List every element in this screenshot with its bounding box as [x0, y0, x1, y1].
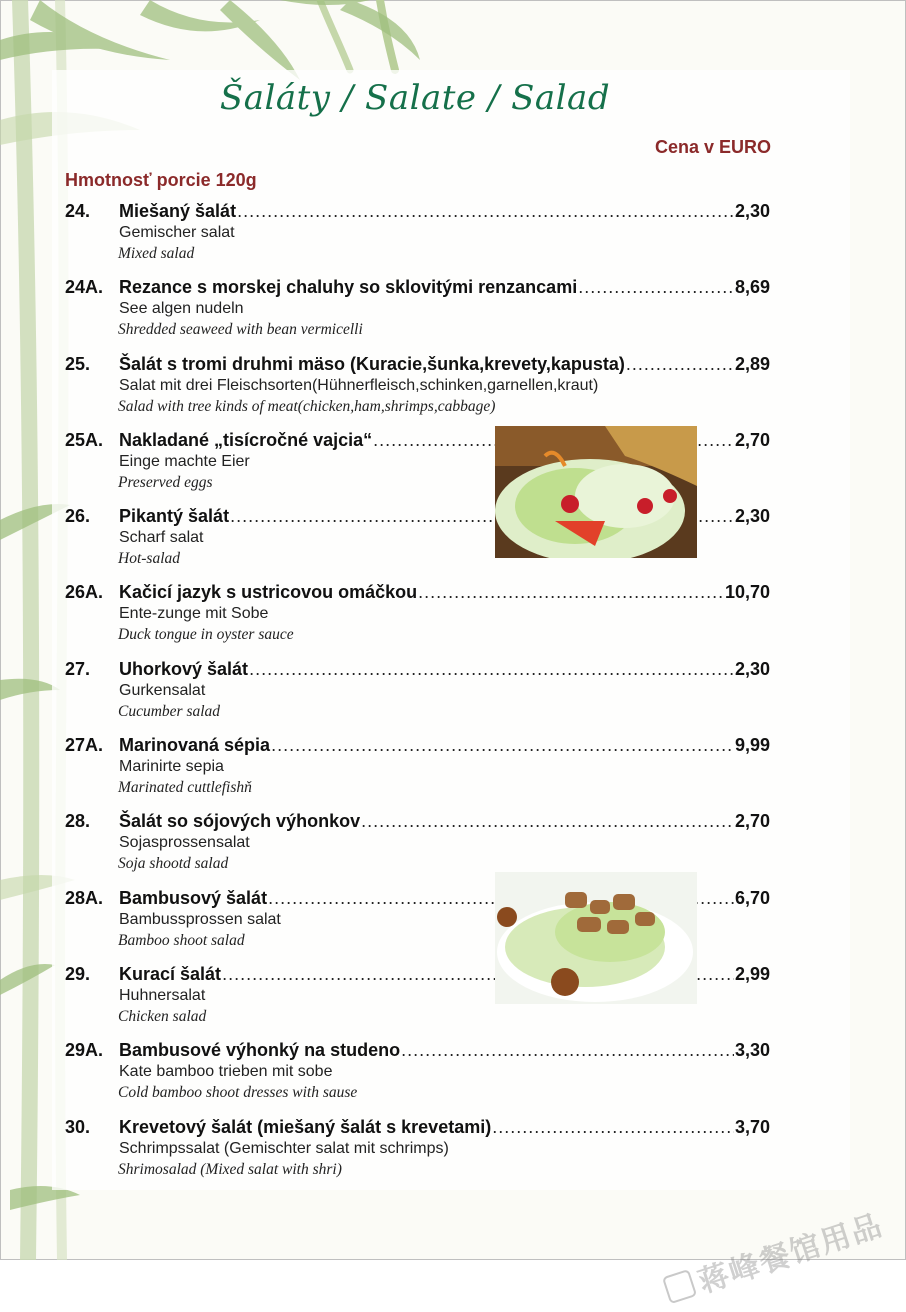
item-name-english: Shredded seaweed with bean vermicelli	[118, 321, 363, 339]
menu-item	[65, 1117, 770, 1193]
item-name: Šalát s tromi druhmi mäso (Kuracie,šunka,krevety,kapusta)	[119, 353, 625, 374]
item-name-english: Soja shootd salad	[118, 855, 229, 873]
item-price: 2,30	[734, 658, 770, 679]
item-name: Pikantý šalát	[119, 506, 230, 527]
menu-item	[65, 735, 770, 811]
menu-item	[65, 277, 770, 353]
item-name-german: Scharf salat	[119, 529, 204, 547]
item-number: 25.	[65, 353, 91, 374]
dot-leader	[418, 582, 724, 603]
item-name-english: Bamboo shoot salad	[118, 931, 245, 949]
watermark-text: 蒋峰餐馆用品	[694, 1208, 888, 1300]
item-name: Uhorkový šalát	[119, 658, 249, 679]
item-name-english: Shrimosalad (Mixed salat with shri)	[118, 1160, 342, 1178]
menu-item	[65, 582, 770, 658]
item-name-english: Cold bamboo shoot dresses with sause	[118, 1084, 358, 1102]
item-number: 28.	[65, 811, 91, 832]
item-name: Rezance s morskej chaluhy so sklovitými renzancami	[119, 277, 578, 298]
item-name: Miešaný šalát	[119, 201, 237, 221]
item-name-german: Marinirte sepia	[119, 758, 224, 776]
currency-label: Cena v EURO	[654, 137, 771, 157]
item-price: 2,30	[734, 506, 770, 527]
dot-leader	[401, 1040, 734, 1061]
item-number: 27A.	[65, 735, 104, 756]
item-price: 2,70	[734, 429, 770, 450]
item-number: 29.	[65, 963, 91, 984]
item-number: 25A.	[65, 429, 104, 450]
dot-leader	[249, 659, 734, 680]
item-price: 2,99	[734, 963, 770, 984]
menu-item	[65, 659, 770, 735]
menu-items-list	[65, 201, 770, 1193]
page-title: Šaláty / Salate / Salad	[219, 78, 611, 118]
item-name: Kačicí jazyk s ustricovou omáčkou	[119, 582, 418, 603]
item-number: 30.	[65, 1116, 91, 1137]
item-name: Marinovaná sépia	[119, 735, 271, 756]
item-name: Šalát so sójových výhonkov	[119, 811, 361, 832]
item-name-german: Gurkensalat	[119, 681, 206, 699]
item-name-english: Salad with tree kinds of meat(chicken,ham,shrimps,cabbage)	[118, 397, 496, 415]
item-name: Bambusové výhonký na studeno	[119, 1040, 401, 1061]
item-number: 26A.	[65, 582, 104, 603]
item-name-english: Mixed salad	[118, 245, 195, 262]
item-name-english: Duck tongue in oyster sauce	[118, 626, 294, 644]
item-name-german: Salat mit drei Fleischsorten(Hühnerfleisch,schinken,garnellen,kraut)	[119, 376, 599, 394]
item-name-english: Cucumber salad	[118, 702, 221, 720]
item-price: 3,30	[734, 1040, 770, 1061]
dot-leader	[626, 354, 734, 375]
item-name: Bambusový šalát	[119, 887, 268, 908]
item-price: 2,70	[734, 811, 770, 832]
item-name-german: Gemischer salat	[119, 224, 235, 241]
portion-label: Hmotnosť porcie 120g	[65, 170, 257, 190]
item-number: 29A.	[65, 1040, 104, 1061]
dot-leader	[271, 735, 734, 756]
item-price: 10,70	[724, 582, 770, 603]
item-price: 2,30	[734, 201, 770, 221]
chicken-salad-photo	[495, 872, 697, 1004]
item-name: Nakladané „tisícročné vajcia“	[119, 429, 373, 450]
item-price: 2,89	[734, 353, 770, 374]
item-name: Krevetový šalát (miešaný šalát s krevetami)	[119, 1116, 492, 1137]
item-name-english: Preserved eggs	[118, 473, 213, 491]
item-number: 24A.	[65, 277, 104, 298]
item-number: 26.	[65, 506, 91, 527]
salad-photo	[495, 426, 697, 558]
item-name-english: Marinated cuttlefishň	[118, 779, 252, 797]
dot-leader	[237, 201, 734, 222]
menu-item	[65, 201, 770, 277]
item-name-german: Einge machte Eier	[119, 452, 250, 470]
dot-leader	[361, 811, 734, 832]
item-price: 8,69	[734, 277, 770, 298]
item-price: 9,99	[734, 735, 770, 756]
item-name-english: Chicken salad	[118, 1007, 207, 1025]
dot-leader	[578, 277, 734, 298]
item-name-german: See algen nudeln	[119, 300, 244, 318]
item-name-german: Kate bamboo trieben mit sobe	[119, 1063, 333, 1081]
item-price: 6,70	[734, 887, 770, 908]
menu-item	[65, 1040, 770, 1116]
item-price: 3,70	[734, 1116, 770, 1137]
item-name-german: Huhnersalat	[119, 986, 206, 1004]
item-number: 24.	[65, 201, 91, 221]
watermark-logo-icon	[662, 1269, 697, 1304]
item-name: Kurací šalát	[119, 963, 222, 984]
item-name-german: Schrimpssalat (Gemischter salat mit schrimps)	[119, 1139, 449, 1157]
menu-item	[65, 354, 770, 430]
item-number: 28A.	[65, 887, 104, 908]
item-name-german: Ente-zunge mit Sobe	[119, 605, 269, 623]
item-number: 27.	[65, 658, 91, 679]
item-name-english: Hot-salad	[118, 550, 180, 568]
dot-leader	[492, 1117, 734, 1138]
item-name-german: Bambussprossen salat	[119, 910, 281, 928]
item-name-german: Sojasprossensalat	[119, 834, 250, 852]
